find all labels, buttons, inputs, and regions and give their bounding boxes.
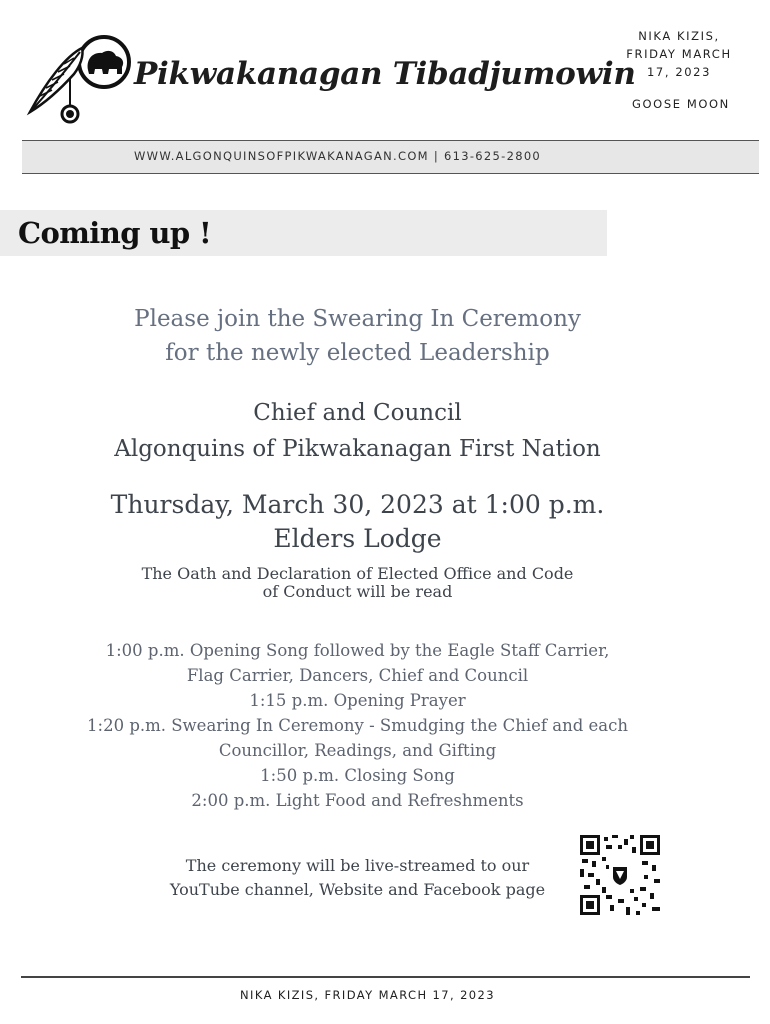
oath-line: of Conduct will be read xyxy=(262,582,453,601)
schedule-line: 2:00 p.m. Light Food and Refreshments xyxy=(191,791,524,810)
schedule-line: Councillor, Readings, and Gifting xyxy=(218,741,497,760)
oath-line: The Oath and Declaration of Elected Office and Code xyxy=(141,564,574,583)
schedule-line: 1:50 p.m. Closing Song xyxy=(260,766,455,785)
org-line: Algonquins of Pikwakanagan First Nation xyxy=(114,436,601,462)
venue-line: Elders Lodge xyxy=(273,524,442,553)
invite-line: Please join the Swearing In Ceremony xyxy=(134,306,581,332)
schedule-line: 1:15 p.m. Opening Prayer xyxy=(249,691,466,710)
org-line: Chief and Council xyxy=(253,400,462,426)
issue-date-line: FRIDAY MARCH xyxy=(626,47,732,61)
footer-divider xyxy=(21,976,750,978)
stream-line: YouTube channel, Website and Facebook page xyxy=(169,880,546,899)
issue-date xyxy=(614,27,744,81)
issue-date-line: 17, 2023 xyxy=(646,65,711,79)
moon-name: GOOSE MOON xyxy=(632,97,730,111)
masthead-title: Pikwakanagan Tibadjumowin xyxy=(134,56,636,92)
bear-feather-logo-icon xyxy=(26,34,136,130)
contact-band xyxy=(22,140,759,174)
schedule-line: 1:20 p.m. Swearing In Ceremony - Smudging the Chief and each xyxy=(87,716,628,735)
date-time-line: Thursday, March 30, 2023 at 1:00 p.m. xyxy=(110,490,605,519)
footer-date: NIKA KIZIS, FRIDAY MARCH 17, 2023 xyxy=(240,988,495,1002)
section-heading: Coming up ! xyxy=(18,216,212,250)
stream-line: The ceremony will be live-streamed to our xyxy=(185,856,530,875)
section-heading-band xyxy=(0,210,607,256)
schedule-line: 1:00 p.m. Opening Song followed by the Eagle Staff Carrier, xyxy=(105,641,610,660)
schedule-line: Flag Carrier, Dancers, Chief and Council xyxy=(186,666,529,685)
qr-code-icon[interactable] xyxy=(580,835,660,915)
contact-line: WWW.ALGONQUINSOFPIKWAKANAGAN.COM | 613-625-2800 xyxy=(134,149,542,163)
issue-date-line: NIKA KIZIS, xyxy=(638,29,720,43)
invite-line: for the newly elected Leadership xyxy=(165,340,550,366)
